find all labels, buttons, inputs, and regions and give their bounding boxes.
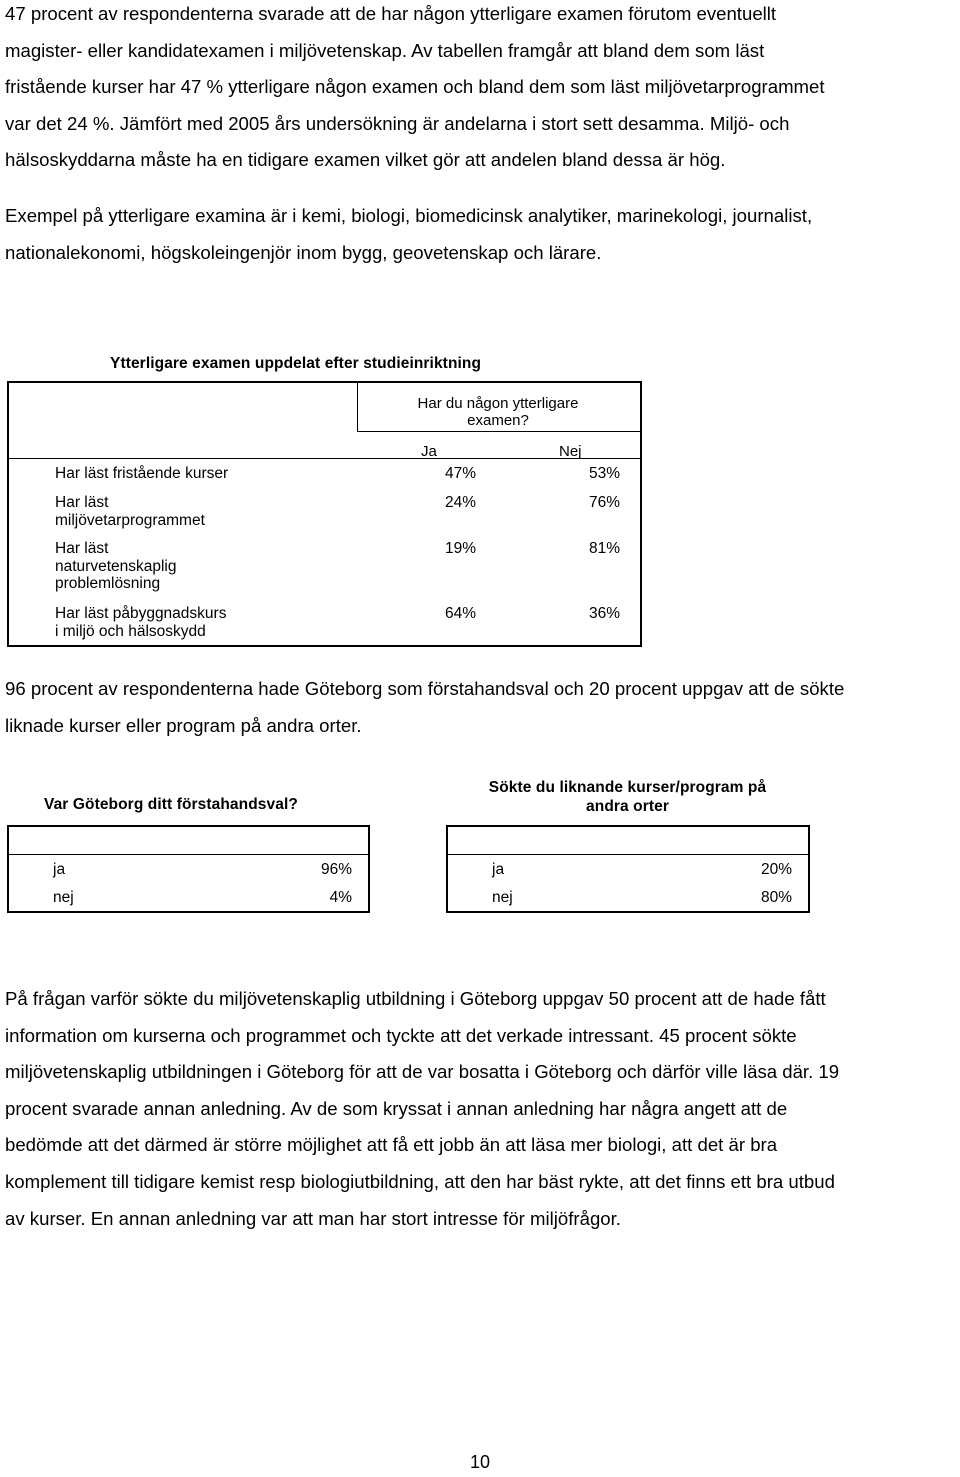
cell-nej: 81% xyxy=(589,540,621,557)
text-line: nationalekonomi, högskoleingenjör inom bygg, geovetenskap och lärare. xyxy=(5,241,602,263)
row-label xyxy=(55,465,228,483)
table1-question xyxy=(398,395,598,429)
cell-nej: 36% xyxy=(589,605,621,622)
row-label: nej xyxy=(492,889,513,906)
cell-nej: 53% xyxy=(589,465,621,482)
table3-divider xyxy=(448,854,808,855)
text-line: miljövetenskaplig utbildningen i Göteborg för att de var bosatta i Göteborg och därför ville läsa där. 19 xyxy=(5,1061,840,1083)
cell-ja: 47% xyxy=(445,465,477,482)
text-line: var det 24 %. Jämfört med 2005 års undersökning är andelarna i stort sett desamma. Miljö- och xyxy=(5,112,790,134)
row-label-line: problemlösning xyxy=(55,575,161,592)
text-line: information om kurserna och programmet och tyckte att det verkade intressant. 45 procent sökte xyxy=(5,1024,797,1046)
table1-title: Ytterligare examen uppdelat efter studieinriktning xyxy=(110,355,482,372)
table-additional-degree xyxy=(7,381,642,647)
table3-title-line: andra orter xyxy=(586,798,669,815)
cell-nej: 76% xyxy=(589,494,621,511)
paragraph-first-choice xyxy=(5,671,960,744)
text-line: liknade kurser eller program på andra orter. xyxy=(5,714,362,736)
table1-question-line: Har du någon ytterligare xyxy=(417,395,579,412)
table1-divider xyxy=(9,458,640,459)
row-label xyxy=(55,494,205,529)
text-line: 96 procent av respondenterna hade Göteborg som förstahandsval och 20 procent uppgav att de sökte xyxy=(5,678,845,699)
table-first-choice xyxy=(7,825,370,913)
text-line: På frågan varför sökte du miljövetenskaplig utbildning i Göteborg uppgav 50 procent att de hade fått xyxy=(5,988,826,1009)
table2-divider xyxy=(9,854,368,855)
text-line: av kurser. En annan anledning var att man har stort intresse för miljöfrågor. xyxy=(5,1207,621,1229)
row-label: ja xyxy=(53,861,66,878)
paragraph-additional-degree xyxy=(5,0,960,179)
row-label-line: Har läst påbyggnadskurs xyxy=(55,605,227,622)
text-line: hälsoskyddarna måste ha en tidigare examen vilket gör att andelen bland dessa är hög. xyxy=(5,149,726,171)
table1-question-line: examen? xyxy=(467,412,529,429)
table1-col-ja: Ja xyxy=(421,443,437,460)
cell-ja: 19% xyxy=(445,540,477,557)
row-label-line: i miljö och hälsoskydd xyxy=(55,622,206,640)
row-label: ja xyxy=(492,861,505,878)
paragraph-examples xyxy=(5,198,960,271)
row-label-line: miljövetarprogrammet xyxy=(55,511,205,529)
table1-col-nej: Nej xyxy=(559,443,582,460)
row-label-line: Har läst xyxy=(55,494,109,511)
table2-title: Var Göteborg ditt förstahandsval? xyxy=(44,796,298,813)
row-label xyxy=(55,540,177,593)
text-line: bedömde att det därmed är större möjlighet att få ett jobb än att läsa mer biologi, att det är bra xyxy=(5,1134,778,1156)
row-label-line: Har läst fristående kurser xyxy=(55,465,229,482)
cell-ja: 24% xyxy=(445,494,477,511)
text-line: Exempel på ytterligare examina är i kemi, biologi, biomedicinsk analytiker, marinekologi, journalist, xyxy=(5,205,813,226)
row-value: 20% xyxy=(760,861,792,878)
row-value: 96% xyxy=(320,861,352,878)
row-label xyxy=(55,605,226,640)
row-value: 80% xyxy=(760,889,792,906)
row-label-line: naturvetenskaplig xyxy=(55,557,177,575)
text-line: fristående kurser har 47 % ytterligare någon examen och bland dem som läst miljövetarprogrammet xyxy=(5,76,825,98)
row-label: nej xyxy=(53,889,74,906)
text-line: 47 procent av respondenterna svarade att de har någon ytterligare examen förutom eventuellt xyxy=(5,3,777,24)
text-line: magister- eller kandidatexamen i miljövetenskap. Av tabellen framgår att bland dem som läst xyxy=(5,39,765,61)
paragraph-reasons xyxy=(5,981,960,1237)
row-label-line: Har läst xyxy=(55,540,109,557)
table1-header-cell xyxy=(357,383,640,432)
page-number: 10 xyxy=(469,1452,491,1472)
text-line: komplement till tidigare kemist resp biologiutbildning, att den har bäst rykte, att det finns ett bra utbud xyxy=(5,1170,835,1192)
text-line: procent svarade annan anledning. Av de som kryssat i annan anledning har några angett att de xyxy=(5,1097,788,1119)
table-other-locations xyxy=(446,825,810,913)
table3-title xyxy=(446,778,809,816)
table3-title-line: Sökte du liknande kurser/program på xyxy=(488,779,767,796)
row-value: 4% xyxy=(329,889,352,906)
cell-ja: 64% xyxy=(445,605,477,622)
